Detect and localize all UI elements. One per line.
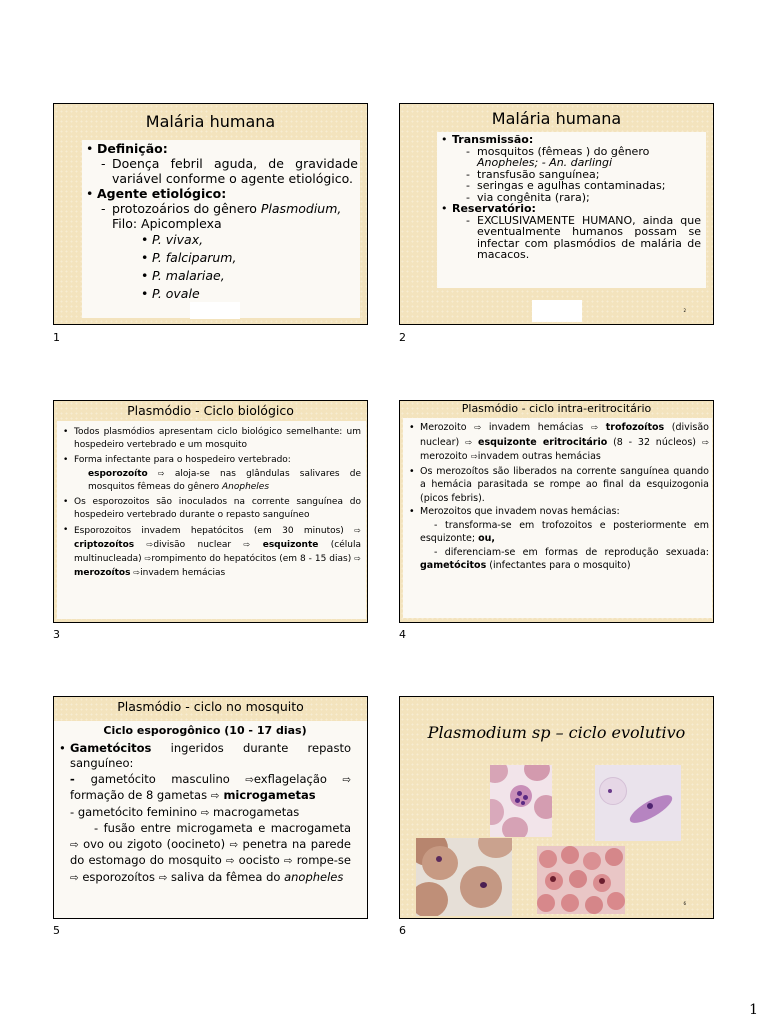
arrow-icon: ⇨ bbox=[210, 790, 220, 802]
slide-number: 1 bbox=[53, 331, 60, 344]
slide-number: 5 bbox=[53, 924, 60, 937]
bullet-text: Esporozoitos invadem hepatócitos (em 30 minutos) bbox=[74, 526, 355, 536]
bold-term: esquizonte eritrocitário bbox=[478, 436, 608, 448]
arrow-icon: ⇨ bbox=[701, 437, 710, 448]
bullet-text: Forma infectante para o hospedeiro vertebrado: bbox=[74, 455, 291, 465]
transmissao-item: - seringas e agulhas contaminadas; bbox=[466, 180, 701, 192]
arrow-icon: ⇨ bbox=[590, 423, 599, 433]
bold-term: merozoítos bbox=[74, 568, 131, 578]
agente-pre: protozoários do gênero bbox=[112, 201, 261, 216]
transmissao-item bbox=[466, 146, 701, 169]
arrow-icon: ⇨ bbox=[245, 773, 254, 786]
bullet-text: macrogametas bbox=[209, 804, 300, 819]
slide-title: Plasmódio - ciclo no mosquito bbox=[117, 699, 304, 714]
arrow-icon: ⇨ bbox=[144, 553, 152, 563]
arrow-icon: ⇨ bbox=[200, 806, 210, 819]
sub-item bbox=[70, 821, 351, 886]
species-item: • P. malariae, bbox=[141, 267, 358, 285]
text-definicao: - Doença febril aguda, de gravidade variável conforme o agente etiológico. bbox=[101, 156, 358, 186]
slide-subtitle: Ciclo esporogônico (10 - 17 dias) bbox=[103, 724, 307, 737]
slide-number: 4 bbox=[399, 628, 406, 641]
bullet-item: • Todos plasmódios apresentam ciclo biológico semelhante: um hospedeiro vertebrado e um mosquito bbox=[63, 426, 361, 452]
bold-term: microgametas bbox=[219, 788, 316, 802]
arrow-icon: ⇨ bbox=[474, 423, 482, 433]
bullet-reservatorio bbox=[441, 203, 701, 261]
label-reservatorio: Reservatório: bbox=[452, 202, 536, 215]
arrow-icon: ⇨ bbox=[243, 539, 251, 549]
slide-content bbox=[441, 134, 701, 261]
bullet-text: formação de 8 gametas bbox=[70, 788, 211, 802]
transmissao-species: Anopheles; - An. darlingi bbox=[477, 156, 613, 169]
slide-title: Plasmodium sp – ciclo evolutivo bbox=[427, 723, 686, 742]
reservatorio-text: - EXCLUSIVAMENTE HUMANO, ainda que eventualmente humanos possam se infectar com plasmódios de malária de macacos. bbox=[466, 215, 701, 261]
genus-name: Anopheles bbox=[221, 482, 270, 492]
bullet-item: • Os esporozoitos são inoculados na corrente sanguínea do hospedeiro vertebrado durante o repasto sanguíneo bbox=[63, 496, 361, 522]
slide-content bbox=[59, 723, 351, 886]
bullet-agente bbox=[86, 186, 358, 303]
bullet-item bbox=[59, 741, 351, 887]
micrograph-gametocyte-image bbox=[595, 765, 681, 841]
bullet-text: gametócito feminino bbox=[77, 804, 201, 819]
bold-term: gametócitos bbox=[420, 560, 487, 571]
bullet-text: Merozoito bbox=[420, 422, 475, 433]
tiny-slide-number: 6 bbox=[683, 901, 686, 906]
sub-item: - gametócito feminino ⇨ macrogametas bbox=[70, 804, 300, 819]
bullet-text: (célula multinucleada) bbox=[74, 540, 361, 564]
bullet-text: invadem outras hemácias bbox=[477, 451, 601, 462]
arrow-icon: ⇨ bbox=[157, 468, 165, 478]
slide-number: 2 bbox=[399, 331, 406, 344]
slide-title: Plasmódio - Ciclo biológico bbox=[127, 403, 294, 418]
bullet-text: - transforma-se em trofozoitos e posteriormente em esquizonte; bbox=[420, 519, 709, 544]
bold-term: criptozoítos bbox=[74, 540, 135, 550]
bullet-text: gametócito masculino bbox=[90, 771, 246, 786]
species-name: anopheles bbox=[284, 869, 344, 884]
slide-content bbox=[86, 141, 358, 303]
bullet-subtext bbox=[420, 546, 709, 573]
slide-title: Plasmódio - ciclo intra-eritrocitário bbox=[461, 402, 652, 415]
bullet-text: penetra na parede do estomago do mosquito bbox=[70, 836, 351, 867]
bullet-text: exflagelação bbox=[253, 771, 343, 786]
bold-term: Gametócitos bbox=[70, 740, 152, 755]
bullet-item: • Os merozoítos são liberados na corrente sanguínea quando a hemácia parasitada se rompe ao final da esquizogonia (picos febris). bbox=[409, 465, 709, 506]
species-item: • P. vivax, bbox=[141, 231, 358, 249]
bullet-text: ingeridos durante repasto sanguíneo: bbox=[70, 740, 351, 770]
bullet-text: esporozoítos bbox=[78, 869, 159, 884]
slide-6 bbox=[399, 696, 714, 919]
bullet-text: (infectantes para o mosquito) bbox=[486, 560, 631, 571]
species-item: • P. falciparum, bbox=[141, 249, 358, 267]
species-item: • P. ovale bbox=[141, 285, 358, 303]
bullet-text: - diferenciam-se em formas de reprodução sexuada: bbox=[434, 546, 709, 558]
label-transmissao: Transmissão: bbox=[452, 133, 534, 146]
white-box bbox=[190, 302, 240, 319]
bullet-subtext bbox=[420, 519, 709, 546]
slide-number: 6 bbox=[399, 924, 406, 937]
bullet-text: saliva da fêmea do bbox=[167, 869, 285, 884]
bold-term: trofozoítos bbox=[605, 422, 665, 433]
slide-3 bbox=[53, 400, 368, 623]
arrow-icon: ⇨ bbox=[133, 567, 141, 577]
label-definicao: Definição: bbox=[97, 141, 168, 156]
sub-item: - - gametócito masculino ⇨exflagelação ⇨ formação de 8 gametas ⇨ microgametas bbox=[70, 772, 351, 805]
transmissao-item: - transfusão sanguínea; bbox=[466, 169, 701, 181]
white-box bbox=[532, 300, 582, 322]
arrow-icon: ⇨ bbox=[70, 838, 79, 851]
bullet-text: ovo ou zigoto (oocineto) bbox=[78, 836, 230, 851]
bullet-text: Merozoitos que invadem novas hemácias: bbox=[420, 506, 620, 517]
slide-title: Malária humana bbox=[145, 112, 276, 131]
arrow-icon: ⇨ bbox=[342, 773, 351, 786]
micrograph-schizont-image bbox=[490, 765, 552, 837]
arrow-icon: ⇨ bbox=[158, 871, 168, 884]
bold-term: ou, bbox=[478, 533, 496, 544]
slide-4 bbox=[399, 400, 714, 623]
bullet-item bbox=[63, 454, 361, 494]
tiny-slide-number: 2 bbox=[683, 308, 686, 313]
arrow-icon: ⇨ bbox=[283, 855, 293, 867]
slide-content bbox=[63, 426, 361, 582]
slide-number: 3 bbox=[53, 628, 60, 641]
slide-5 bbox=[53, 696, 368, 919]
arrow-icon: ⇨ bbox=[146, 539, 154, 549]
bullet-item bbox=[409, 421, 709, 465]
arrow-icon: ⇨ bbox=[465, 437, 473, 448]
bold-term: esquizonte bbox=[262, 540, 319, 550]
bullet-definicao bbox=[86, 141, 358, 186]
bullet-text: (8 - 32 núcleos) bbox=[607, 436, 702, 448]
transmissao-text: mosquitos (fêmeas ) do gênero bbox=[477, 144, 650, 158]
slide-content bbox=[409, 421, 709, 573]
agente-post: Filo: Apicomplexa bbox=[112, 216, 222, 231]
bullet-text: rompe-se bbox=[292, 853, 351, 867]
bullet-subtext bbox=[74, 467, 361, 494]
bullet-item bbox=[63, 524, 361, 580]
arrow-icon: ⇨ bbox=[225, 855, 235, 867]
label-agente: Agente etiológico: bbox=[97, 186, 227, 201]
slide-2 bbox=[399, 103, 714, 325]
bullet-text: merozoito bbox=[420, 451, 471, 462]
bullet-text: oocisto bbox=[234, 853, 284, 867]
slide-title: Malária humana bbox=[491, 109, 622, 128]
arrow-icon: ⇨ bbox=[470, 452, 478, 462]
bullet-text: invadem hemácias bbox=[140, 568, 226, 578]
transmissao-item: - via congênita (rara); bbox=[466, 192, 701, 204]
arrow-icon: ⇨ bbox=[354, 553, 361, 563]
arrow-icon: ⇨ bbox=[229, 838, 239, 851]
micrograph-smear-image bbox=[537, 846, 625, 914]
micrograph-rbc-image bbox=[416, 838, 512, 916]
bullet-text: (divisão nuclear) bbox=[420, 422, 709, 448]
bullet-item bbox=[409, 505, 709, 573]
agente-genus: Plasmodium, bbox=[260, 201, 342, 216]
slide-1 bbox=[53, 103, 368, 325]
arrow-icon: ⇨ bbox=[354, 525, 361, 535]
arrow-icon: ⇨ bbox=[70, 871, 79, 884]
bullet-transmissao bbox=[441, 134, 701, 203]
bullet-text: rompimento do hepatócitos (em 8 - 15 dias) bbox=[151, 554, 355, 564]
bullet-text: divisão nuclear bbox=[153, 540, 244, 550]
bold-term: esporozoíto bbox=[88, 469, 148, 479]
bullet-text: aloja-se nas glândulas salivares de mosquitos fêmeas do gênero bbox=[88, 469, 361, 492]
text-agente bbox=[101, 201, 358, 231]
bullet-text: invadem hemácias bbox=[481, 422, 591, 433]
bullet-text: - fusão entre microgameta e macrogameta bbox=[94, 821, 351, 835]
page-number: 1 bbox=[749, 1002, 758, 1018]
